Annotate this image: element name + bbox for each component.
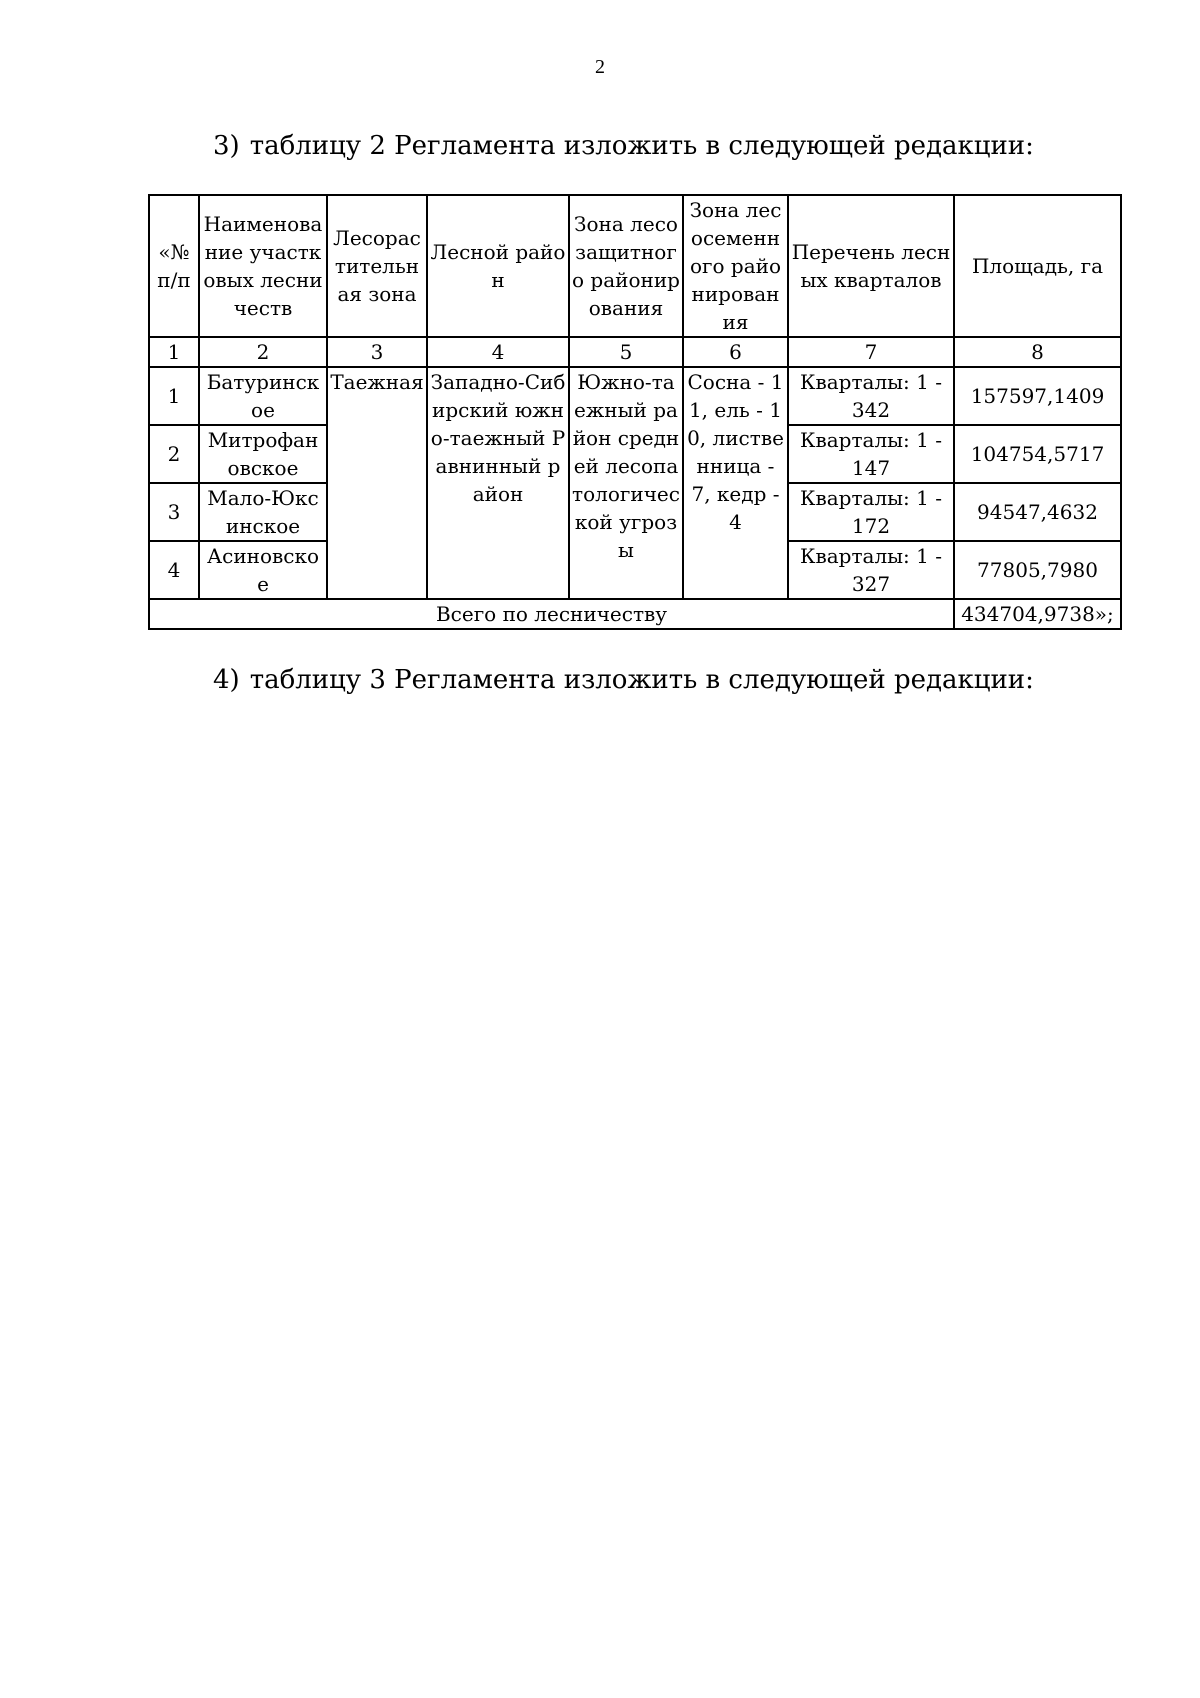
quarters-cell: Кварталы: 1 - 327	[788, 541, 954, 599]
paragraph-4-number: 4)	[213, 665, 240, 695]
table-row	[149, 367, 1121, 425]
forestry-name: Мало-Юксинское	[199, 483, 327, 541]
forestry-table	[148, 194, 1122, 630]
column-number: 2	[199, 337, 327, 367]
forest-district-cell: Западно-Сибирский южно-таежный Равнинный район	[427, 367, 569, 599]
quarters-cell: Кварталы: 1 - 342	[788, 367, 954, 425]
header-row	[149, 195, 1121, 337]
column-number: 7	[788, 337, 954, 367]
header-cell-quarters: Перечень лесных кварталов	[788, 195, 954, 337]
row-number: 2	[149, 425, 199, 483]
column-number: 3	[327, 337, 427, 367]
seed-zone-cell: Сосна - 11, ель - 10, лиственница - 7, кедр - 4	[683, 367, 788, 599]
header-cell-protection-zone: Зона лесозащитного районирования	[569, 195, 683, 337]
row-number: 1	[149, 367, 199, 425]
column-number: 4	[427, 337, 569, 367]
header-cell-district: Лесной район	[427, 195, 569, 337]
paragraph-4	[213, 664, 1034, 696]
quarters-cell: Кварталы: 1 - 147	[788, 425, 954, 483]
column-number: 8	[954, 337, 1121, 367]
header-cell-name: Наименование участковых лесничеств	[199, 195, 327, 337]
column-number-row	[149, 337, 1121, 367]
forestry-name: Митрофановское	[199, 425, 327, 483]
paragraph-3-number: 3)	[213, 131, 240, 161]
total-label: Всего по лесничеству	[149, 599, 954, 629]
area-cell: 94547,4632	[954, 483, 1121, 541]
zone-cell: Таежная	[327, 367, 427, 599]
forestry-name: Асиновское	[199, 541, 327, 599]
header-cell-area: Площадь, га	[954, 195, 1121, 337]
paragraph-3	[213, 130, 1034, 162]
protection-zone-cell: Южно-таежный район средней лесопатологической угрозы	[569, 367, 683, 599]
header-cell-num: «№ п/п	[149, 195, 199, 337]
row-number: 4	[149, 541, 199, 599]
area-cell: 77805,7980	[954, 541, 1121, 599]
page-number: 2	[595, 56, 605, 78]
area-cell: 157597,1409	[954, 367, 1121, 425]
column-number: 6	[683, 337, 788, 367]
paragraph-3-text: таблицу 2 Регламента изложить в следующей редакции:	[249, 131, 1034, 161]
forestry-name: Батуринское	[199, 367, 327, 425]
column-number: 1	[149, 337, 199, 367]
total-row	[149, 599, 1121, 629]
quarters-cell: Кварталы: 1 - 172	[788, 483, 954, 541]
total-value: 434704,9738»;	[954, 599, 1121, 629]
area-cell: 104754,5717	[954, 425, 1121, 483]
header-cell-seed-zone: Зона лесосеменного районирования	[683, 195, 788, 337]
column-number: 5	[569, 337, 683, 367]
paragraph-4-text: таблицу 3 Регламента изложить в следующей редакции:	[249, 665, 1034, 695]
row-number: 3	[149, 483, 199, 541]
header-cell-zone: Лесорастительная зона	[327, 195, 427, 337]
